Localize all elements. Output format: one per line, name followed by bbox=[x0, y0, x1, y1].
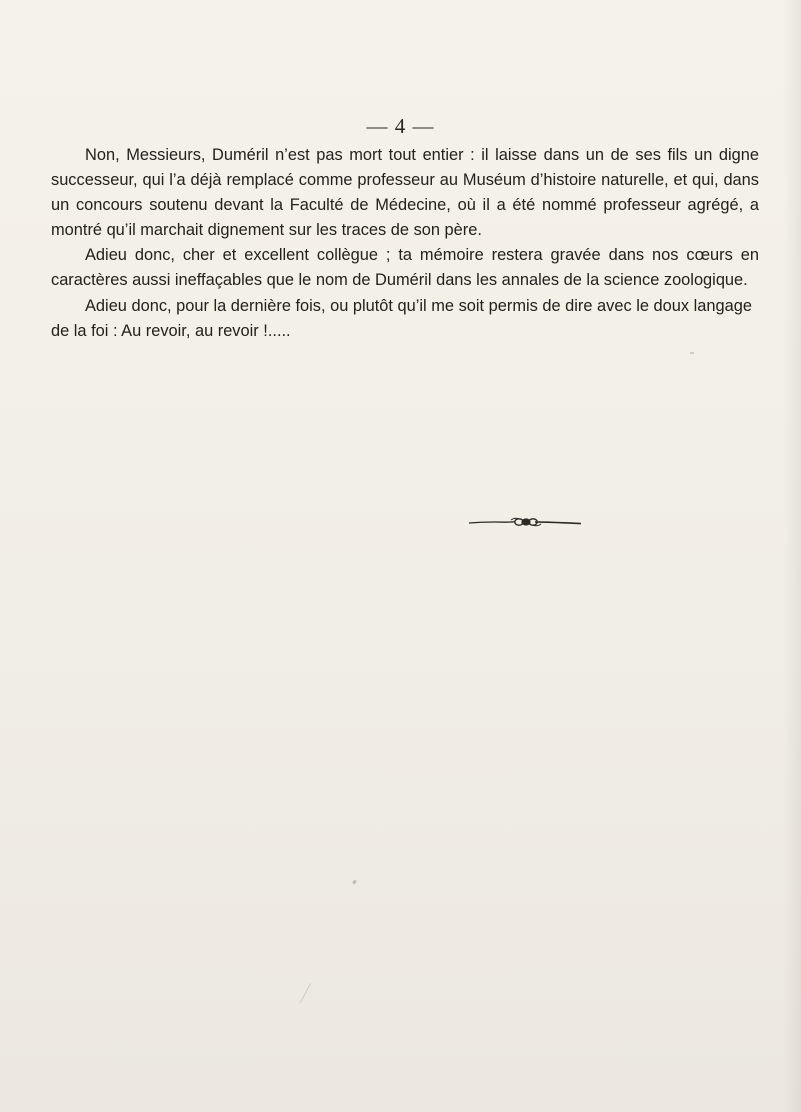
body-text bbox=[51, 143, 759, 344]
paragraph-successor: Non, Messieurs, Duméril n’est pas mort tout entier : il laisse dans un de ses fils un digne successeur, qui l’a déjà remplacé comme professeur au Muséum d’histoire naturelle, et qui, dans un concours soutenu devant la Faculté de Médecine, où il a été nommé professeur agrégé, a montré qu’il marchait dignement sur les traces de son père. bbox=[51, 146, 759, 240]
page-number: — 4 — bbox=[366, 114, 435, 138]
paper-speck bbox=[352, 880, 357, 885]
paragraph-au-revoir: Adieu donc, pour la dernière fois, ou plutôt qu’il me soit permis de dire avec le doux langage de la foi : Au revoir, au revoir !..... bbox=[51, 296, 752, 340]
paper-speck bbox=[690, 352, 694, 354]
page-edge-shadow bbox=[783, 0, 801, 1112]
tail-piece-rule-icon bbox=[467, 515, 583, 529]
paragraph-farewell: Adieu donc, cher et excellent collègue ; ta mémoire restera gravée dans nos cœurs en caractères aussi ineffaçables que le nom de Duméril dans les annales de la science zoologique. bbox=[51, 246, 759, 290]
paper-speck bbox=[300, 983, 311, 1003]
